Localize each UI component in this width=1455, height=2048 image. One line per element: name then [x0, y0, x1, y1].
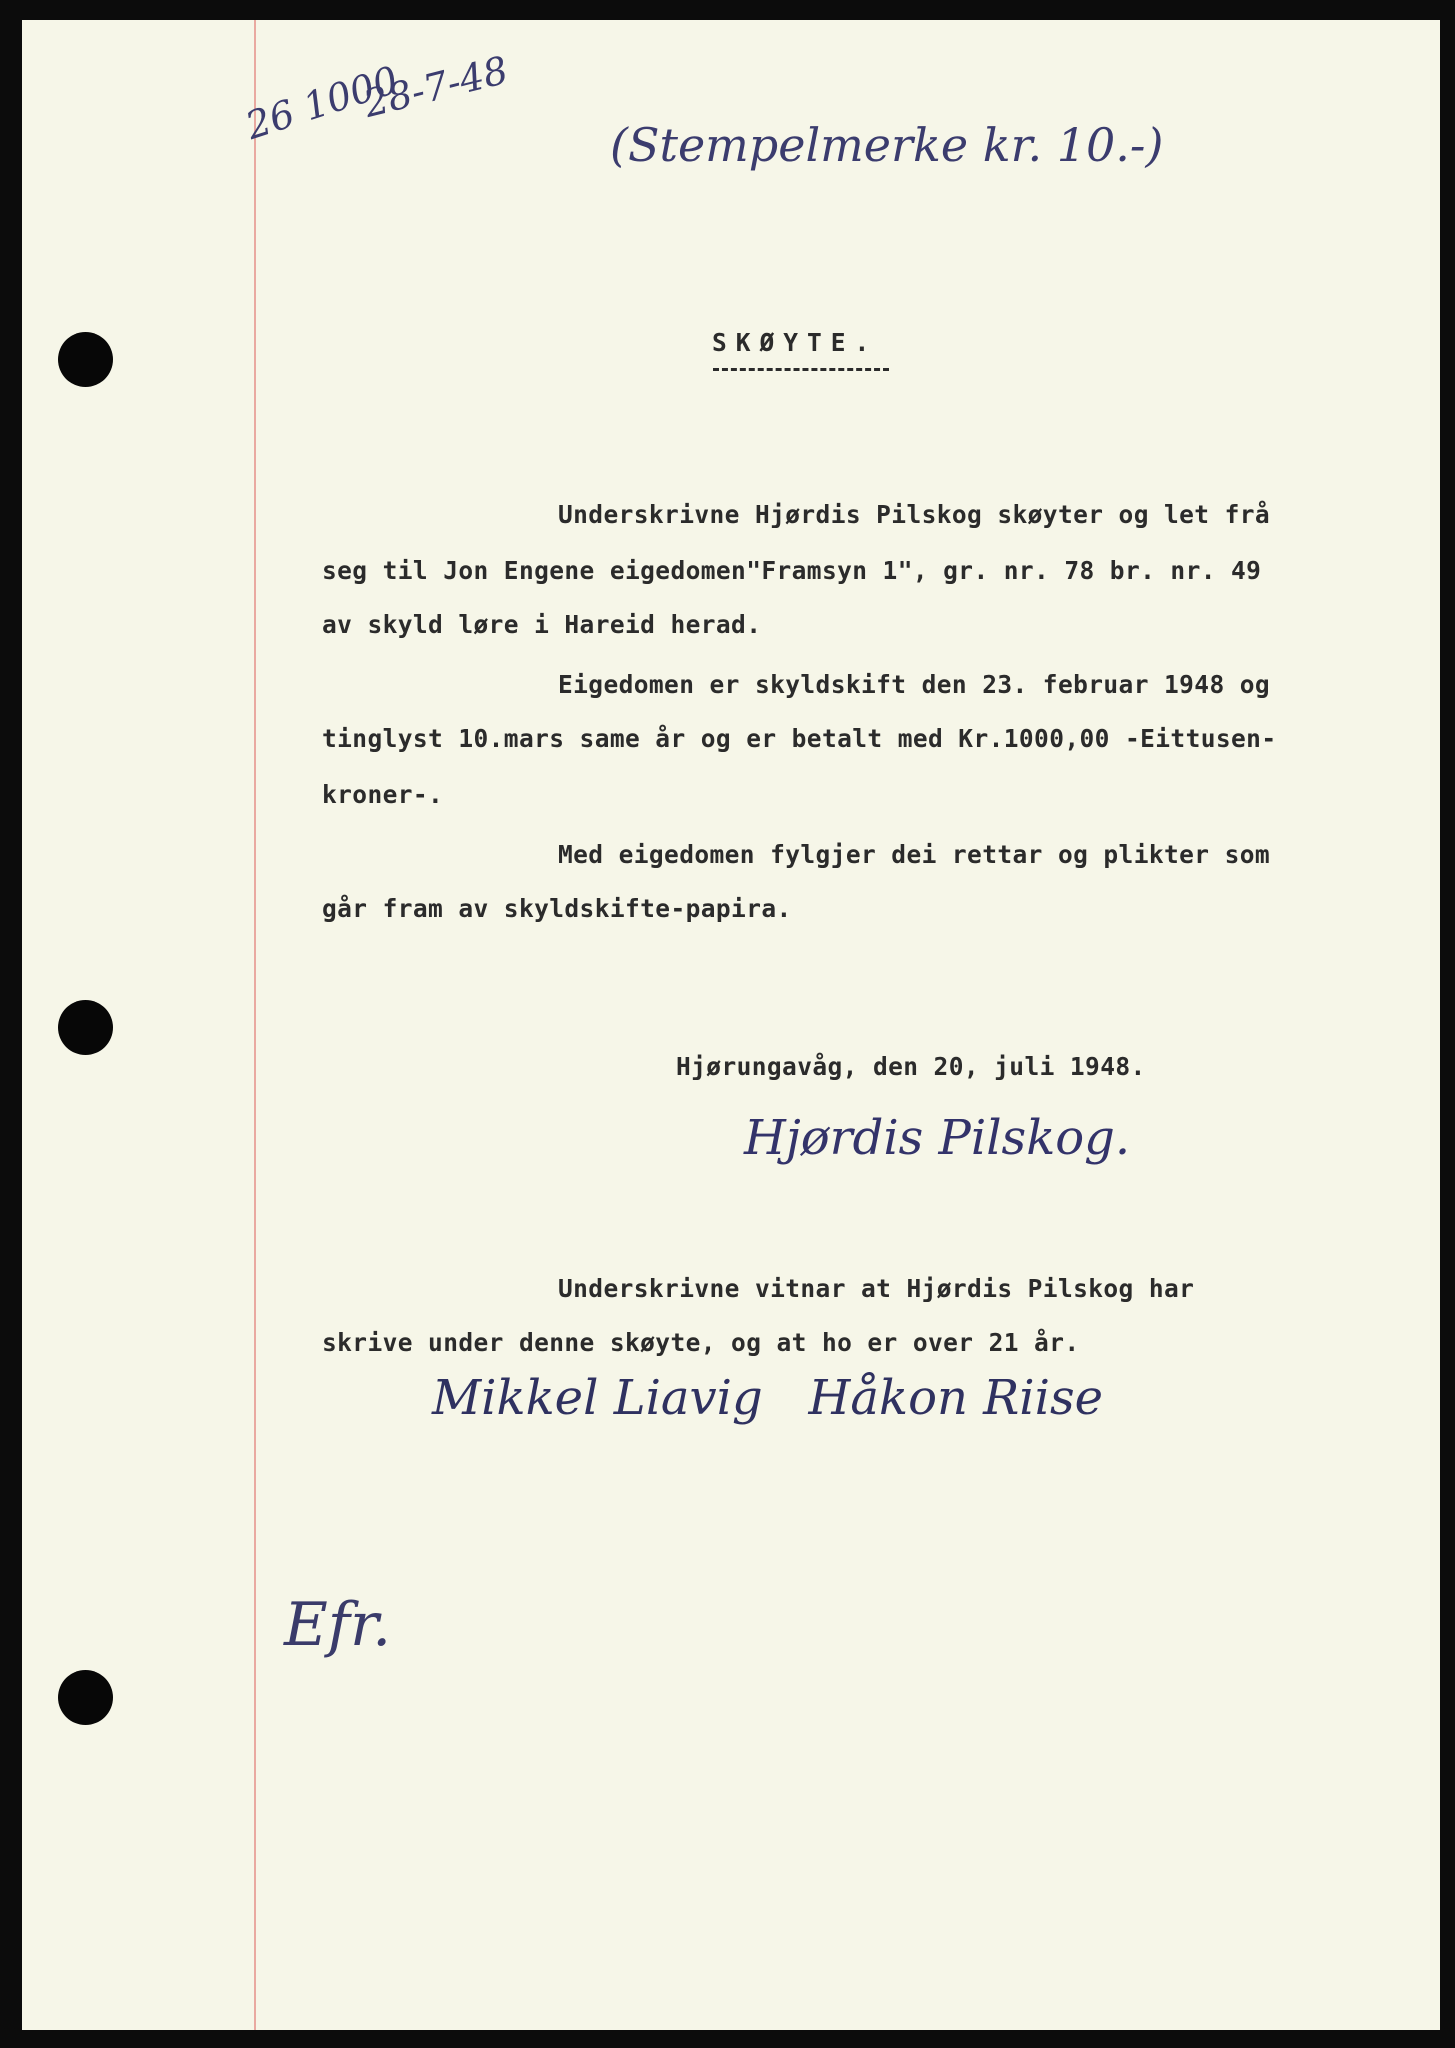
paragraph-1-line-3: av skyld løre i Hareid herad.: [322, 610, 762, 639]
registry-note: 26 1000: [240, 57, 404, 148]
title-underline: [713, 368, 889, 371]
paragraph-1-line-2: seg til Jon Engene eigedomen"Framsyn 1", gr. nr. 78 br. nr. 49: [322, 556, 1262, 585]
seller-signature: Hjørdis Pilskog.: [744, 1110, 1131, 1166]
paragraph-2-line-1: Eigedomen er skyldskift den 23. februar 1948 og: [558, 670, 1271, 699]
punch-hole-bottom: [58, 1670, 113, 1725]
paragraph-3-line-2: går fram av skyldskifte-papira.: [322, 894, 792, 923]
document-page: [22, 20, 1440, 2030]
punch-hole-middle: [58, 1000, 113, 1055]
paragraph-2-line-2: tinglyst 10.mars same år og er betalt med Kr.1000,00 -Eittusen-: [322, 724, 1277, 753]
margin-rule: [254, 20, 256, 2030]
punch-hole-top: [58, 332, 113, 387]
witness-line-1: Underskrivne vitnar at Hjørdis Pilskog har: [558, 1274, 1195, 1303]
paragraph-2-line-3: kroner-.: [322, 780, 444, 809]
document-title: SKØYTE.: [712, 328, 879, 357]
paragraph-1-line-1: Underskrivne Hjørdis Pilskog skøyter og let frå: [558, 500, 1271, 529]
paragraph-3-line-1: Med eigedomen fylgjer dei rettar og plikter som: [558, 840, 1271, 869]
registry-date: 28-7-48: [359, 47, 513, 127]
witness-signatures: Mikkel Liavig Håkon Riise: [432, 1370, 1104, 1426]
witness-line-2: skrive under denne skøyte, og at ho er over 21 år.: [322, 1328, 1080, 1357]
place-date: Hjørungavåg, den 20, juli 1948.: [676, 1052, 1146, 1081]
stamp-fee-note: (Stempelmerke kr. 10.-): [610, 118, 1164, 172]
clerk-initials: Efr.: [284, 1590, 392, 1660]
